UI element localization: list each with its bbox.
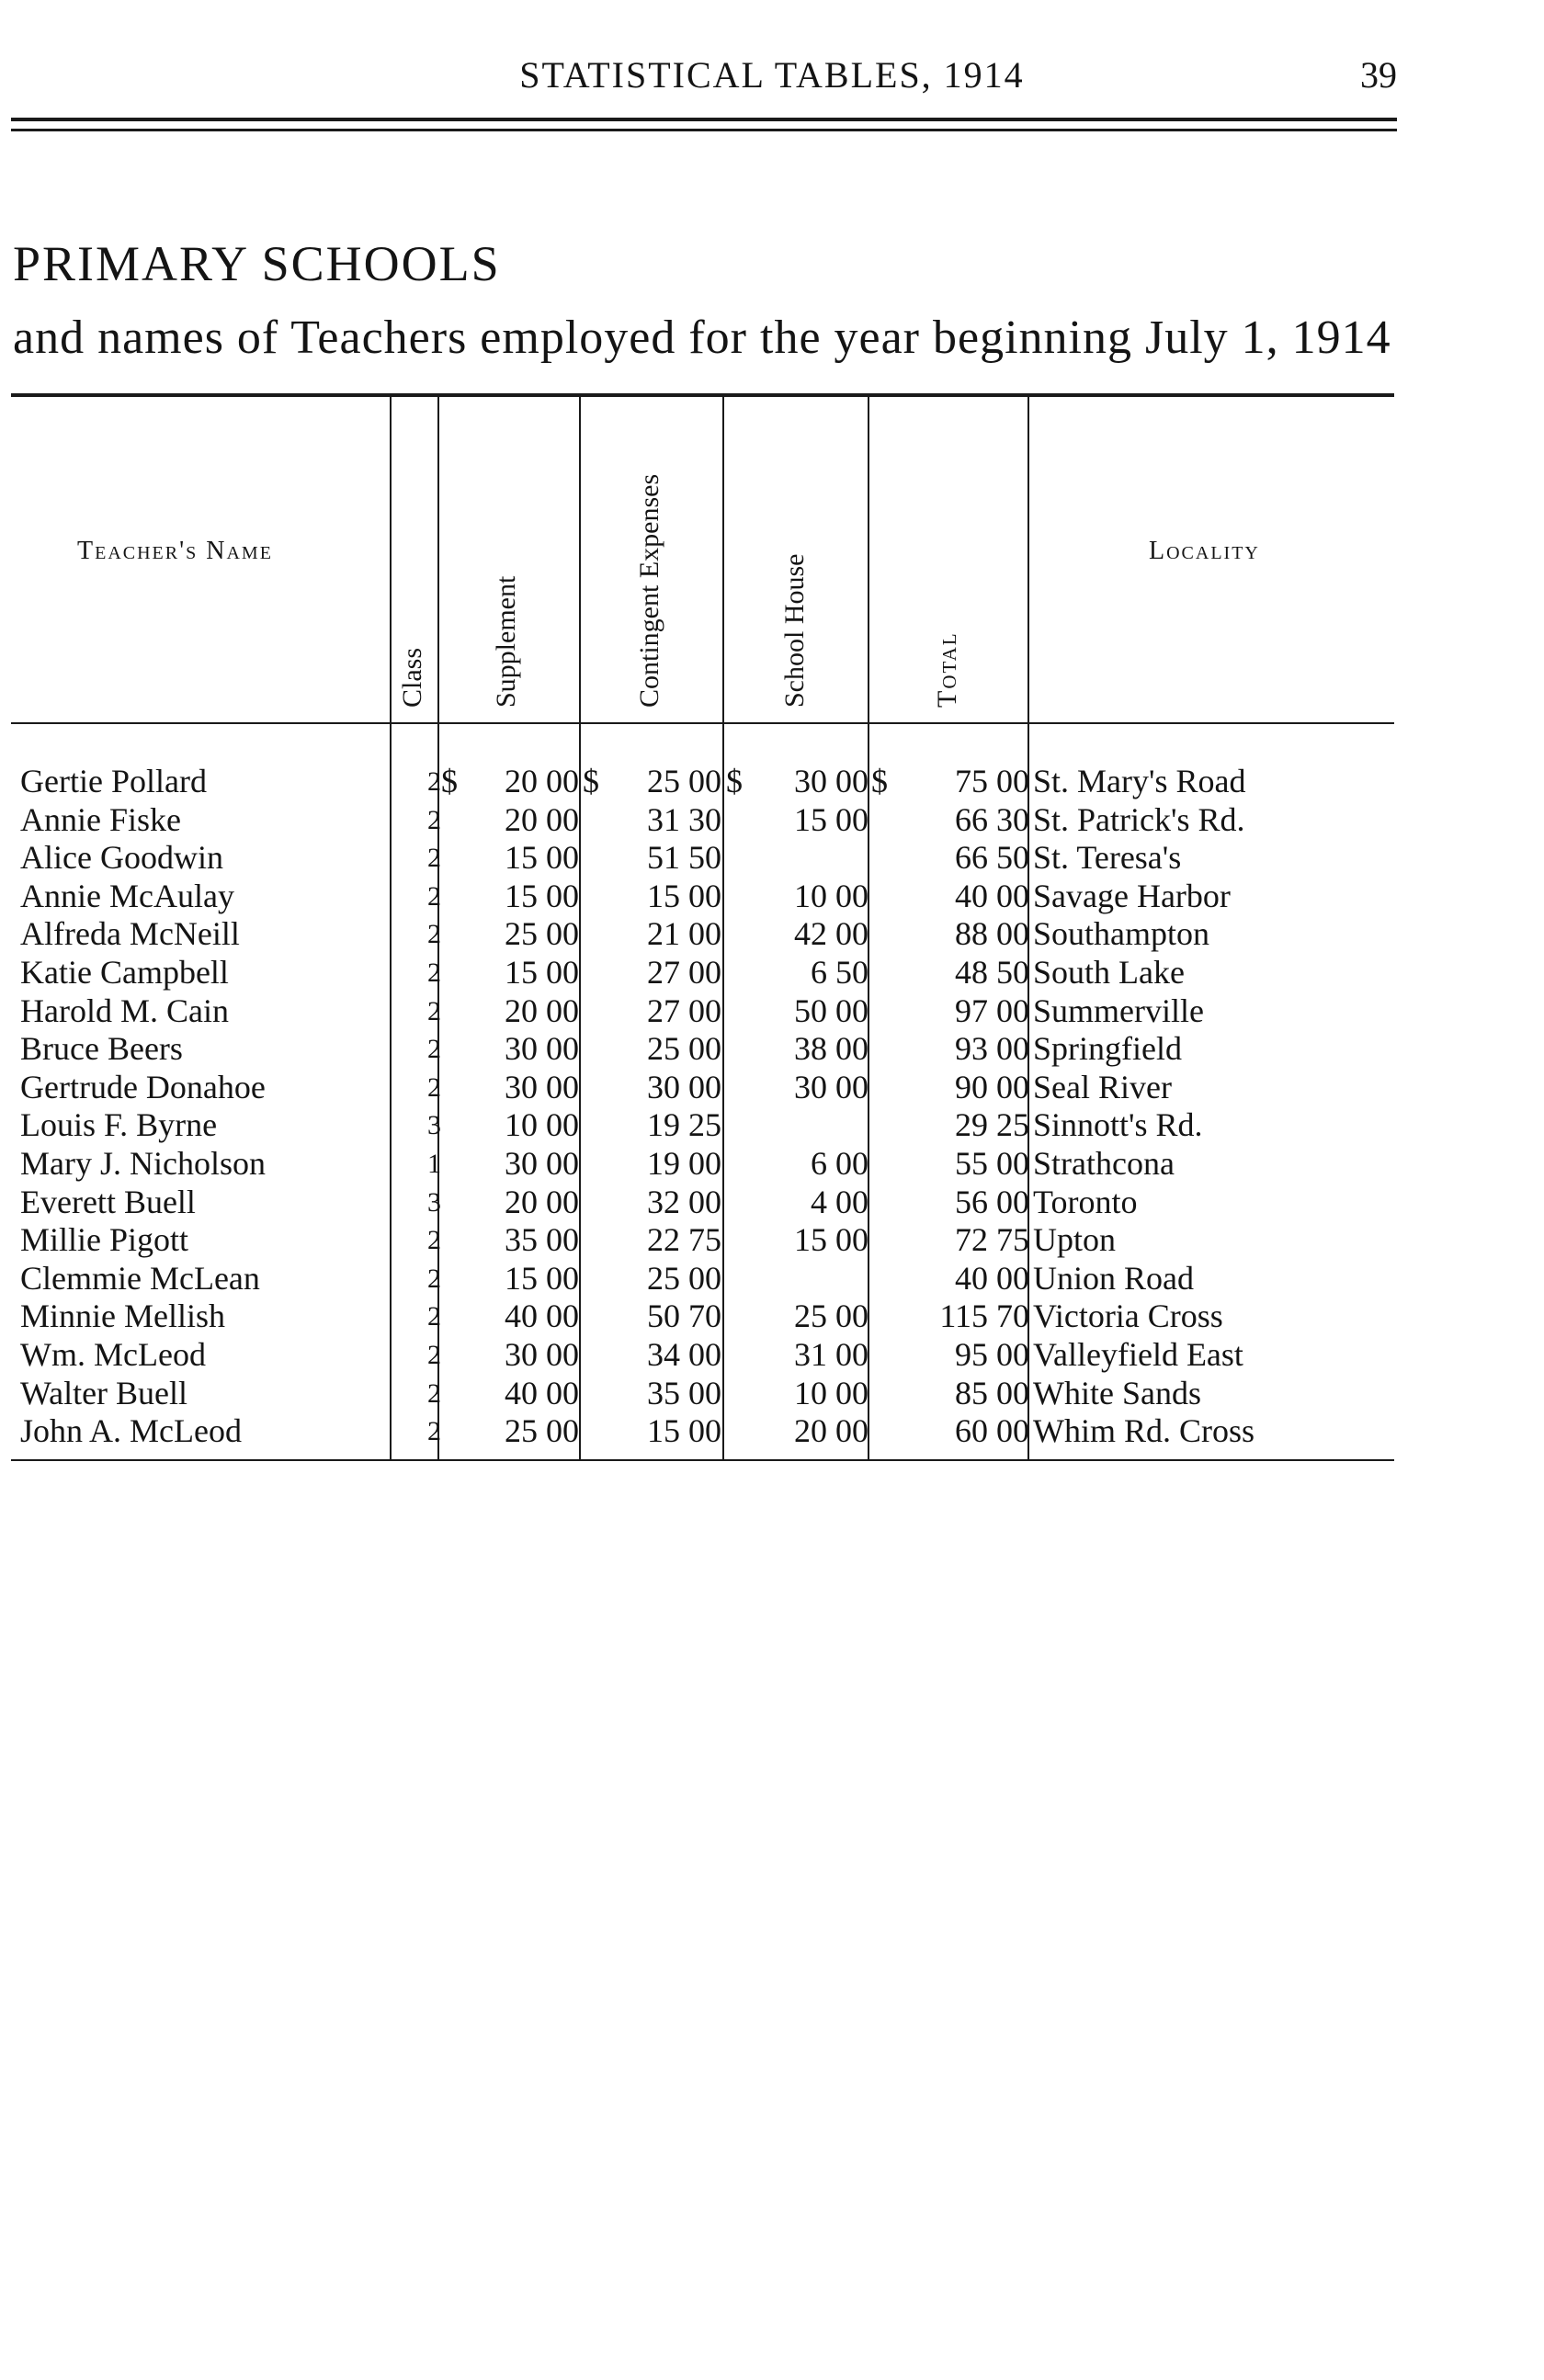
cell-name: Gertie Pollard <box>20 763 207 799</box>
cell-supplement: 20 00 <box>505 992 579 1029</box>
cell-contingent: 22 75 <box>647 1221 721 1259</box>
cell-name: Alice Goodwin <box>20 839 223 877</box>
cell-total: 29 25 <box>955 1106 1029 1144</box>
cell-class: 2 <box>427 880 441 912</box>
cell-school-house: 10 00 <box>794 1374 868 1411</box>
column-header-contingent: Contingent Expenses <box>634 473 664 708</box>
cell-total: 93 00 <box>955 1030 1029 1068</box>
cell-supplement: 30 00 <box>505 1068 579 1105</box>
cell-locality: St. Mary's Road <box>1033 763 1246 799</box>
cell-class: 3 <box>427 1186 441 1218</box>
cell-supplement: 20 00 <box>505 763 579 799</box>
cell-supplement: 20 00 <box>505 1183 579 1220</box>
cell-school-house: 38 00 <box>794 1030 868 1068</box>
currency-symbol: $ <box>726 763 743 799</box>
cell-name: Alfreda McNeill <box>20 915 240 953</box>
cell-class: 2 <box>427 1416 441 1447</box>
cell-name: Wm. McLeod <box>20 1336 206 1373</box>
cell-total: 88 00 <box>955 915 1029 953</box>
table-row <box>0 1030 1544 1068</box>
cell-total: 72 75 <box>955 1221 1029 1259</box>
cell-class: 2 <box>427 958 441 988</box>
cell-contingent: 25 00 <box>647 1030 721 1068</box>
cell-contingent: 34 00 <box>647 1336 721 1373</box>
cell-supplement: 10 00 <box>505 1106 579 1144</box>
column-header-locality: Locality <box>1149 537 1260 565</box>
cell-locality: Sinnott's Rd. <box>1033 1106 1203 1144</box>
cell-class: 2 <box>427 1034 441 1065</box>
column-header-supplement: Supplement <box>491 575 521 708</box>
cell-supplement: 25 00 <box>505 1412 579 1450</box>
cell-class: 2 <box>427 1263 441 1294</box>
cell-contingent: 15 00 <box>647 1412 721 1450</box>
cell-contingent: 32 00 <box>647 1183 721 1220</box>
section-subtitle: and names of Teachers employed for the year beginning July 1, 1914 <box>13 312 1391 364</box>
cell-contingent: 25 00 <box>647 1259 721 1297</box>
cell-locality: Upton <box>1033 1221 1116 1259</box>
cell-school-house: 31 00 <box>794 1336 868 1373</box>
currency-symbol: $ <box>583 763 599 799</box>
cell-total: 66 50 <box>955 839 1029 877</box>
cell-contingent: 21 00 <box>647 915 721 953</box>
cell-school-house: 6 00 <box>811 1145 868 1182</box>
table-row <box>0 1298 1544 1335</box>
cell-total: 75 00 <box>955 763 1029 799</box>
cell-school-house: 20 00 <box>794 1412 868 1450</box>
cell-supplement: 25 00 <box>505 915 579 953</box>
cell-contingent: 27 00 <box>647 992 721 1029</box>
cell-contingent: 31 30 <box>647 800 721 838</box>
section-title: PRIMARY SCHOOLS <box>13 236 501 291</box>
cell-school-house: 15 00 <box>794 800 868 838</box>
cell-total: 40 00 <box>955 877 1029 914</box>
cell-school-house: 15 00 <box>794 1221 868 1259</box>
table-row <box>0 878 1544 915</box>
currency-symbol: $ <box>871 763 888 799</box>
cell-locality: South Lake <box>1033 954 1185 991</box>
cell-school-house: 50 00 <box>794 992 868 1029</box>
cell-class: 2 <box>427 1301 441 1332</box>
cell-name: Everett Buell <box>20 1183 196 1220</box>
cell-class: 3 <box>427 1110 441 1141</box>
cell-name: John A. McLeod <box>20 1412 242 1450</box>
table-row <box>0 992 1544 1030</box>
cell-supplement: 40 00 <box>505 1374 579 1411</box>
cell-locality: Springfield <box>1033 1030 1182 1068</box>
cell-contingent: 51 50 <box>647 839 721 877</box>
cell-locality: St. Patrick's Rd. <box>1033 800 1245 838</box>
column-header-name: Teacher's Name <box>77 537 273 565</box>
cell-locality: Savage Harbor <box>1033 877 1231 914</box>
cell-school-house: 42 00 <box>794 915 868 953</box>
cell-locality: Strathcona <box>1033 1145 1175 1182</box>
cell-class: 2 <box>427 843 441 874</box>
cell-locality: Seal River <box>1033 1068 1172 1105</box>
cell-class: 2 <box>427 919 441 950</box>
cell-total: 90 00 <box>955 1068 1029 1105</box>
cell-class: 2 <box>427 766 441 797</box>
table-top-rule <box>11 393 1394 397</box>
table-header-rule <box>11 722 1394 724</box>
cell-name: Minnie Mellish <box>20 1298 225 1335</box>
cell-total: 66 30 <box>955 800 1029 838</box>
cell-name: Mary J. Nicholson <box>20 1145 266 1182</box>
table-bottom-rule <box>11 1459 1394 1461</box>
table-row <box>0 1106 1544 1144</box>
cell-locality: Toronto <box>1033 1183 1138 1220</box>
cell-school-house: 30 00 <box>794 763 868 799</box>
cell-name: Louis F. Byrne <box>20 1106 218 1144</box>
cell-supplement: 30 00 <box>505 1030 579 1068</box>
cell-contingent: 19 25 <box>647 1106 721 1144</box>
cell-class: 2 <box>427 1377 441 1409</box>
cell-contingent: 15 00 <box>647 877 721 914</box>
cell-name: Annie Fiske <box>20 800 181 838</box>
cell-total: 85 00 <box>955 1374 1029 1411</box>
cell-total: 115 70 <box>939 1298 1029 1335</box>
cell-locality: Southampton <box>1033 915 1210 953</box>
cell-total: 97 00 <box>955 992 1029 1029</box>
cell-locality: Valleyfield East <box>1033 1336 1243 1373</box>
cell-total: 56 00 <box>955 1183 1029 1220</box>
cell-locality: Victoria Cross <box>1033 1298 1223 1335</box>
cell-name: Millie Pigott <box>20 1221 189 1259</box>
cell-contingent: 30 00 <box>647 1068 721 1105</box>
cell-contingent: 27 00 <box>647 954 721 991</box>
cell-contingent: 35 00 <box>647 1374 721 1411</box>
running-head: STATISTICAL TABLES, 1914 <box>519 54 1025 96</box>
cell-name: Clemmie McLean <box>20 1259 260 1297</box>
cell-contingent: 19 00 <box>647 1145 721 1182</box>
header-rule <box>11 118 1397 121</box>
cell-total: 55 00 <box>955 1145 1029 1182</box>
cell-total: 60 00 <box>955 1412 1029 1450</box>
cell-school-house: 10 00 <box>794 877 868 914</box>
cell-total: 48 50 <box>955 954 1029 991</box>
cell-name: Annie McAulay <box>20 877 234 914</box>
header-rule <box>11 129 1397 131</box>
cell-class: 2 <box>427 1340 441 1370</box>
cell-school-house: 4 00 <box>811 1183 868 1220</box>
column-header-total: Total <box>932 631 962 708</box>
cell-supplement: 35 00 <box>505 1221 579 1259</box>
table-row <box>0 1260 1544 1298</box>
cell-class: 2 <box>427 1225 441 1256</box>
cell-locality: St. Teresa's <box>1033 839 1182 877</box>
cell-class: 2 <box>427 804 441 835</box>
cell-class: 2 <box>427 995 441 1026</box>
cell-school-house: 30 00 <box>794 1068 868 1105</box>
cell-supplement: 15 00 <box>505 1259 579 1297</box>
cell-locality: Union Road <box>1033 1259 1194 1297</box>
table-row <box>0 801 1544 839</box>
table-row <box>0 1336 1544 1374</box>
cell-class: 1 <box>427 1149 441 1179</box>
table-row <box>0 1221 1544 1259</box>
table-row <box>0 763 1544 800</box>
cell-school-house: 25 00 <box>794 1298 868 1335</box>
cell-supplement: 30 00 <box>505 1145 579 1182</box>
table-row <box>0 1184 1544 1221</box>
table-row <box>0 1145 1544 1183</box>
cell-supplement: 15 00 <box>505 877 579 914</box>
cell-supplement: 20 00 <box>505 800 579 838</box>
cell-name: Gertrude Donahoe <box>20 1068 266 1105</box>
table-row <box>0 1069 1544 1106</box>
cell-locality: Whim Rd. Cross <box>1033 1412 1255 1450</box>
cell-locality: White Sands <box>1033 1374 1201 1411</box>
cell-school-house: 6 50 <box>811 954 868 991</box>
cell-locality: Summerville <box>1033 992 1204 1029</box>
currency-symbol: $ <box>441 763 458 799</box>
table-row <box>0 1412 1544 1450</box>
cell-supplement: 15 00 <box>505 954 579 991</box>
cell-supplement: 40 00 <box>505 1298 579 1335</box>
cell-total: 40 00 <box>955 1259 1029 1297</box>
cell-name: Harold M. Cain <box>20 992 229 1029</box>
cell-contingent: 25 00 <box>647 763 721 799</box>
table-row <box>0 915 1544 953</box>
page-number: 39 <box>1360 54 1397 96</box>
cell-name: Katie Campbell <box>20 954 229 991</box>
cell-name: Walter Buell <box>20 1374 188 1411</box>
cell-contingent: 50 70 <box>647 1298 721 1335</box>
cell-supplement: 30 00 <box>505 1336 579 1373</box>
column-header-class: Class <box>397 647 427 708</box>
table-row <box>0 839 1544 877</box>
cell-class: 2 <box>427 1071 441 1103</box>
cell-name: Bruce Beers <box>20 1030 183 1068</box>
table-row <box>0 954 1544 992</box>
table-row <box>0 1375 1544 1412</box>
cell-total: 95 00 <box>955 1336 1029 1373</box>
cell-supplement: 15 00 <box>505 839 579 877</box>
column-header-school-house: School House <box>779 553 810 708</box>
